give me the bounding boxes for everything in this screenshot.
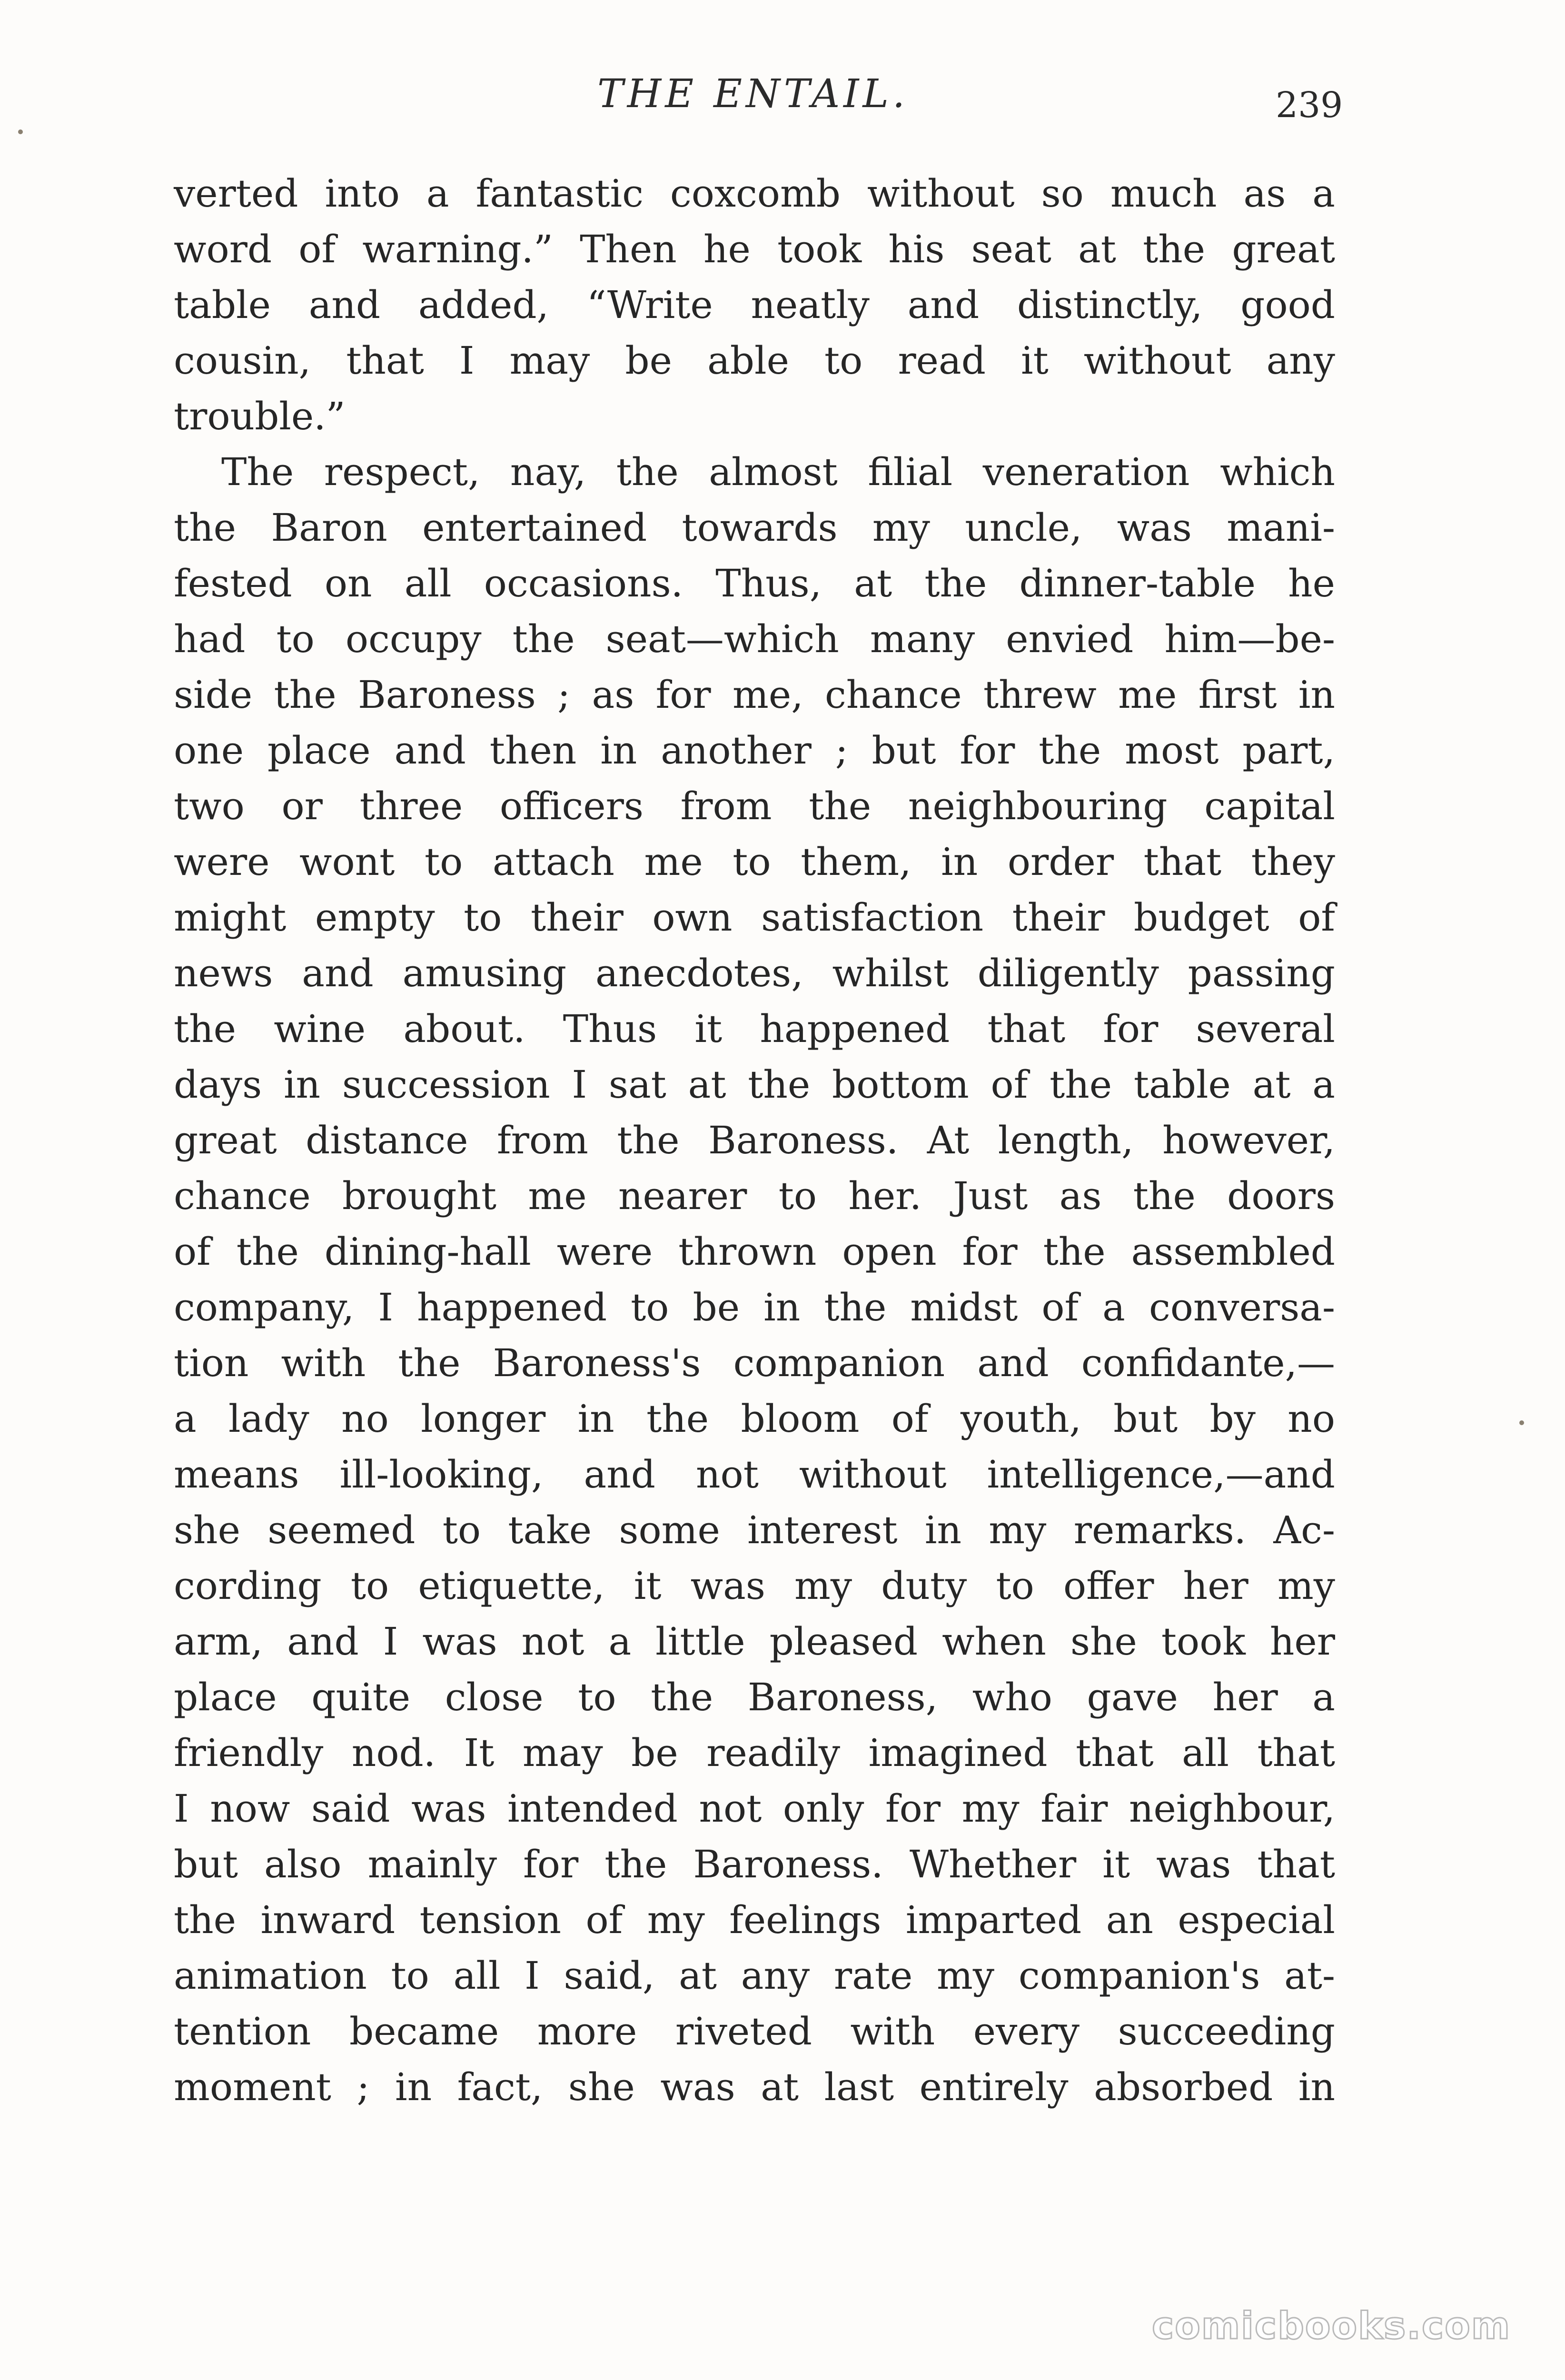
- text-line: tention became more riveted with every succeeding: [174, 2009, 1335, 2053]
- text-line: the Baron entertained towards my uncle, was mani-: [174, 506, 1335, 550]
- text-line: might empty to their own satisfaction their budget of: [174, 895, 1335, 940]
- text-line: a lady no longer in the bloom of youth, but by no: [174, 1397, 1335, 1441]
- text-line: great distance from the Baroness. At length, however,: [174, 1118, 1335, 1162]
- text-line: side the Baroness ; as for me, chance threw me first in: [174, 673, 1335, 717]
- text-line: were wont to attach me to them, in order that they: [174, 840, 1335, 884]
- running-title: THE ENTAIL.: [597, 71, 909, 117]
- body-text: [174, 166, 1335, 2115]
- text-line: had to occupy the seat—which many envied him—be-: [174, 617, 1335, 661]
- text-line: I now said was intended not only for my fair neighbour,: [174, 1786, 1335, 1831]
- text-line: arm, and I was not a little pleased when she took her: [174, 1619, 1335, 1664]
- text-line: she seemed to take some interest in my remarks. Ac-: [174, 1508, 1335, 1552]
- paper-speck: [18, 129, 23, 134]
- text-line: chance brought me nearer to her. Just as the doors: [174, 1174, 1335, 1218]
- text-line: The respect, nay, the almost filial veneration which: [221, 450, 1335, 494]
- text-line: days in succession I sat at the bottom of the table at a: [174, 1062, 1335, 1107]
- text-line: the inward tension of my feelings imparted an especial: [174, 1898, 1335, 1942]
- text-line: but also mainly for the Baroness. Whether it was that: [174, 1842, 1335, 1886]
- text-line: two or three officers from the neighbouring capital: [174, 784, 1335, 828]
- text-line: trouble.”: [174, 394, 346, 438]
- text-line: place quite close to the Baroness, who gave her a: [174, 1675, 1335, 1719]
- text-line: verted into a fantastic coxcomb without so much as a: [174, 171, 1335, 216]
- text-line: one place and then in another ; but for the most part,: [174, 728, 1335, 773]
- text-line: word of warning.” Then he took his seat at the great: [174, 227, 1335, 271]
- text-line: cousin, that I may be able to read it without any: [174, 338, 1335, 383]
- text-line: company, I happened to be in the midst of a conversa-: [174, 1285, 1335, 1329]
- text-line: fested on all occasions. Thus, at the dinner-table he: [174, 561, 1335, 605]
- text-line: animation to all I said, at any rate my companion's at-: [174, 1954, 1335, 1998]
- text-line: friendly nod. It may be readily imagined that all that: [174, 1731, 1335, 1775]
- text-line: means ill-looking, and not without intelligence,—and: [174, 1452, 1335, 1497]
- text-line: table and added, “Write neatly and distinctly, good: [174, 283, 1335, 327]
- text-line: cording to etiquette, it was my duty to offer her my: [174, 1564, 1335, 1608]
- paper-speck: [1519, 1420, 1524, 1425]
- text-line: news and amusing anecdotes, whilst diligently passing: [174, 951, 1335, 995]
- text-line: moment ; in fact, she was at last entirely absorbed in: [174, 2065, 1335, 2109]
- text-line: tion with the Baroness's companion and confidante,—: [174, 1341, 1335, 1385]
- text-line: the wine about. Thus it happened that for several: [174, 1007, 1335, 1051]
- page-number: 239: [1276, 85, 1343, 126]
- running-head: [0, 71, 1565, 129]
- watermark: comicbooks.com: [1152, 2305, 1511, 2348]
- text-line: of the dining-hall were thrown open for the assembled: [174, 1230, 1335, 1274]
